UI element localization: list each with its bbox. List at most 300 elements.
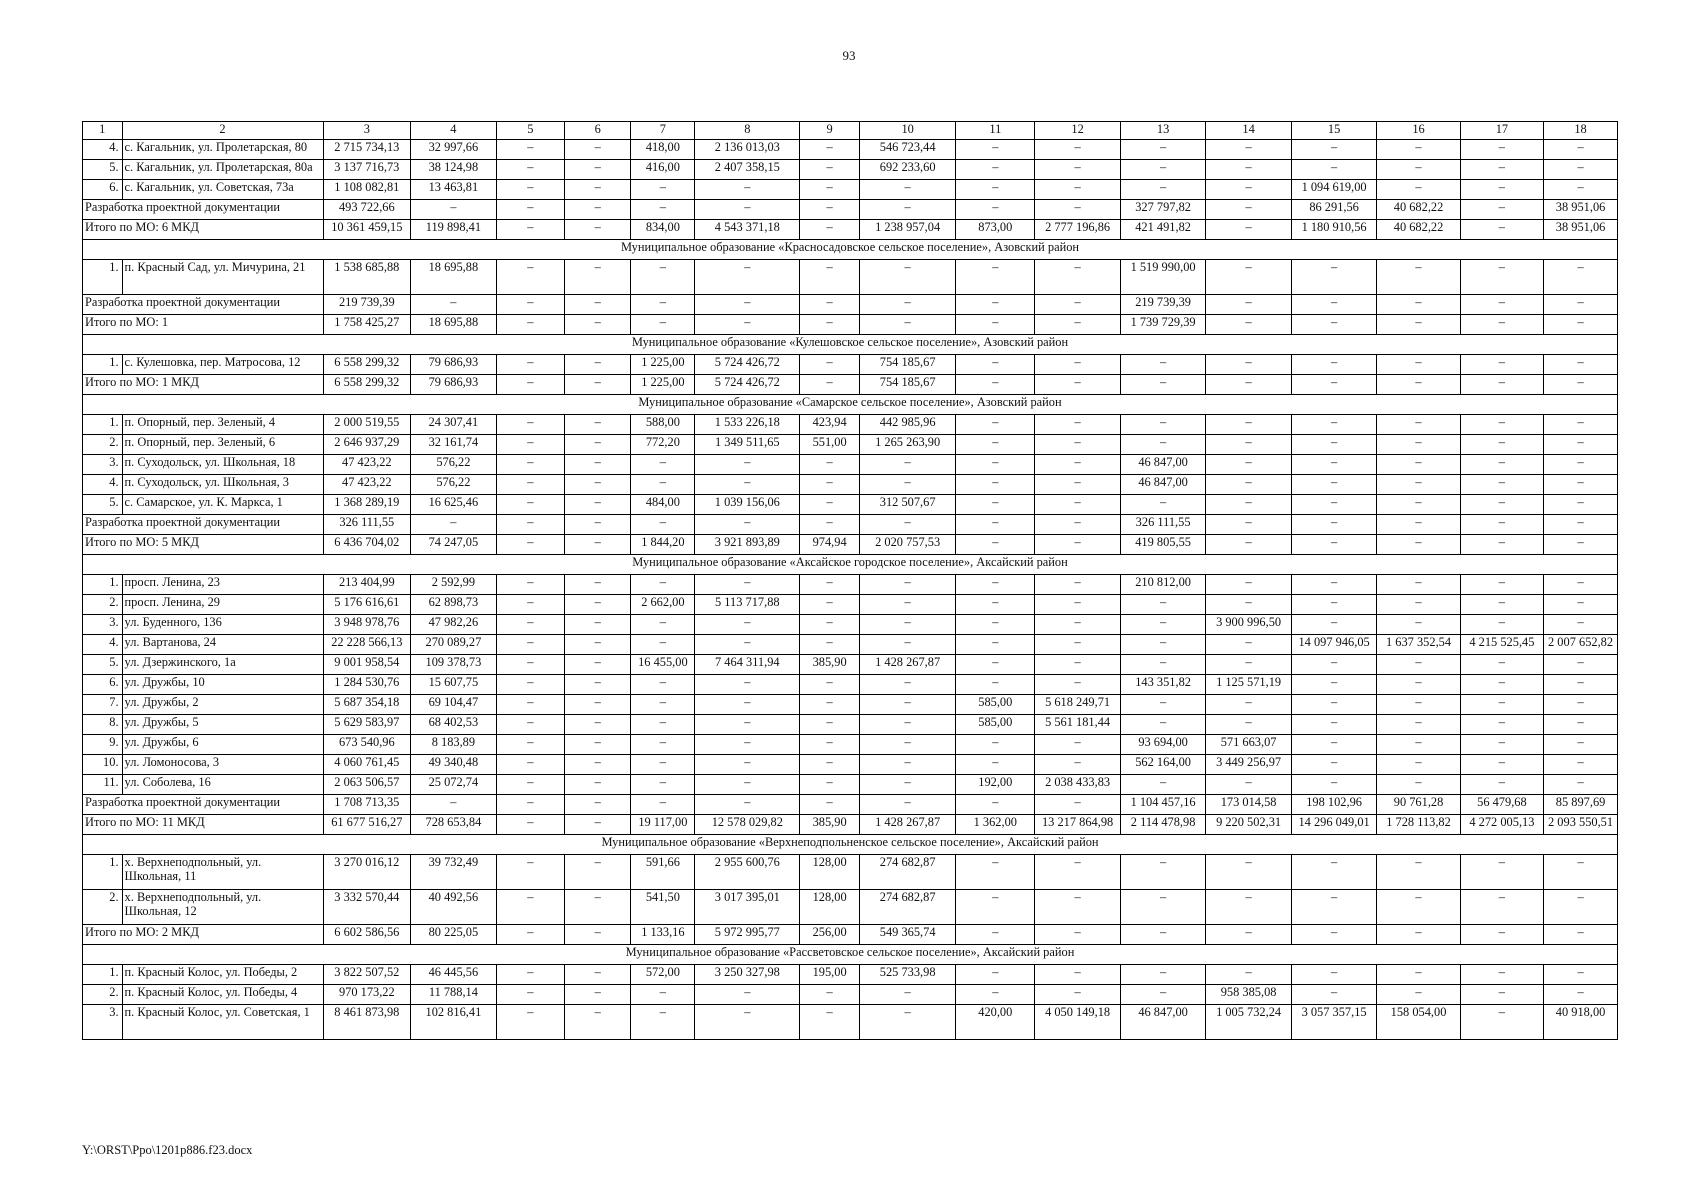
- value-cell: –: [565, 735, 631, 755]
- value-cell: –: [1291, 375, 1377, 395]
- value-cell: 1 238 957,04: [860, 220, 956, 240]
- value-cell: –: [695, 675, 800, 695]
- value-cell: 1 538 685,88: [323, 260, 411, 295]
- row-number: 2.: [83, 435, 123, 455]
- column-header-cell: 8: [695, 122, 800, 140]
- value-cell: –: [1120, 855, 1206, 890]
- row-number: 11.: [83, 775, 123, 795]
- table-row: [83, 735, 1618, 755]
- value-cell: –: [1035, 535, 1121, 555]
- value-cell: 1 265 263,90: [860, 435, 956, 455]
- value-cell: 38 124,98: [411, 160, 497, 180]
- value-cell: –: [1035, 890, 1121, 925]
- value-cell: 2 093 550,51: [1544, 815, 1618, 835]
- value-cell: –: [800, 715, 860, 735]
- value-cell: –: [1120, 655, 1206, 675]
- column-header-cell: 13: [1120, 122, 1206, 140]
- value-cell: 158 054,00: [1377, 1005, 1460, 1040]
- value-cell: –: [1206, 855, 1292, 890]
- value-cell: 5 724 426,72: [695, 355, 800, 375]
- row-number: 3.: [83, 615, 123, 635]
- value-cell: –: [956, 475, 1035, 495]
- value-cell: 421 491,82: [1120, 220, 1206, 240]
- value-cell: 85 897,69: [1544, 795, 1618, 815]
- value-cell: –: [1377, 295, 1460, 315]
- value-cell: –: [496, 315, 564, 335]
- table-row: [83, 435, 1618, 455]
- value-cell: 2 662,00: [631, 595, 695, 615]
- value-cell: –: [1460, 220, 1543, 240]
- value-cell: 3 057 357,15: [1291, 1005, 1377, 1040]
- value-cell: 2 136 013,03: [695, 140, 800, 160]
- table-row: [83, 575, 1618, 595]
- value-cell: –: [1544, 140, 1618, 160]
- table-row: [83, 260, 1618, 295]
- value-cell: –: [956, 635, 1035, 655]
- value-cell: 192,00: [956, 775, 1035, 795]
- table-row: [83, 355, 1618, 375]
- address-cell: п. Красный Колос, ул. Победы, 2: [122, 965, 323, 985]
- row-number: 2.: [83, 595, 123, 615]
- value-cell: –: [1206, 220, 1292, 240]
- value-cell: –: [1460, 925, 1543, 945]
- table-row: [83, 755, 1618, 775]
- value-cell: 5 618 249,71: [1035, 695, 1121, 715]
- value-cell: 3 250 327,98: [695, 965, 800, 985]
- value-cell: –: [800, 695, 860, 715]
- summary-row: [83, 315, 1618, 335]
- value-cell: –: [631, 755, 695, 775]
- value-cell: –: [860, 515, 956, 535]
- value-cell: –: [1206, 715, 1292, 735]
- value-cell: 1 125 571,19: [1206, 675, 1292, 695]
- value-cell: –: [800, 635, 860, 655]
- value-cell: –: [1291, 160, 1377, 180]
- value-cell: –: [800, 315, 860, 335]
- table-row: [83, 595, 1618, 615]
- value-cell: 3 900 996,50: [1206, 615, 1292, 635]
- value-cell: 5 113 717,88: [695, 595, 800, 615]
- value-cell: –: [565, 965, 631, 985]
- value-cell: –: [631, 475, 695, 495]
- value-cell: –: [1377, 965, 1460, 985]
- value-cell: –: [956, 965, 1035, 985]
- summary-label: Итого по МО: 1: [83, 315, 324, 335]
- value-cell: 56 479,68: [1460, 795, 1543, 815]
- value-cell: –: [956, 355, 1035, 375]
- value-cell: –: [1206, 260, 1292, 295]
- value-cell: –: [1035, 595, 1121, 615]
- value-cell: –: [1291, 890, 1377, 925]
- section-title: Муниципальное образование «Аксайское городское поселение», Аксайский район: [83, 555, 1618, 575]
- row-number: 8.: [83, 715, 123, 735]
- value-cell: 1 637 352,54: [1377, 635, 1460, 655]
- value-cell: –: [565, 220, 631, 240]
- value-cell: 3 332 570,44: [323, 890, 411, 925]
- value-cell: –: [800, 295, 860, 315]
- value-cell: –: [1460, 295, 1543, 315]
- value-cell: –: [631, 695, 695, 715]
- value-cell: 2 063 506,57: [323, 775, 411, 795]
- value-cell: –: [956, 925, 1035, 945]
- value-cell: –: [695, 515, 800, 535]
- value-cell: 312 507,67: [860, 495, 956, 515]
- value-cell: –: [565, 755, 631, 775]
- value-cell: 5 724 426,72: [695, 375, 800, 395]
- table-row: [83, 855, 1618, 890]
- column-header-cell: 3: [323, 122, 411, 140]
- value-cell: –: [860, 315, 956, 335]
- value-cell: –: [1291, 735, 1377, 755]
- value-cell: –: [1120, 985, 1206, 1005]
- value-cell: 591,66: [631, 855, 695, 890]
- section-header-row: [83, 555, 1618, 575]
- table-row: [83, 675, 1618, 695]
- value-cell: –: [695, 315, 800, 335]
- value-cell: –: [565, 615, 631, 635]
- summary-row: [83, 815, 1618, 835]
- table-row: [83, 180, 1618, 200]
- value-cell: –: [956, 515, 1035, 535]
- value-cell: –: [496, 295, 564, 315]
- value-cell: –: [860, 475, 956, 495]
- value-cell: –: [631, 615, 695, 635]
- value-cell: –: [496, 655, 564, 675]
- value-cell: 1 708 713,35: [323, 795, 411, 815]
- value-cell: 1 039 156,06: [695, 495, 800, 515]
- value-cell: –: [860, 575, 956, 595]
- file-path-footer: Y:\ORST\Ppo\1201p886.f23.docx: [82, 1143, 253, 1157]
- value-cell: –: [1291, 475, 1377, 495]
- table-row: [83, 715, 1618, 735]
- value-cell: –: [695, 575, 800, 595]
- table-row: [83, 695, 1618, 715]
- value-cell: –: [860, 695, 956, 715]
- page-number: 93: [842, 48, 856, 63]
- value-cell: –: [1544, 855, 1618, 890]
- value-cell: –: [800, 495, 860, 515]
- value-cell: –: [565, 675, 631, 695]
- value-cell: 549 365,74: [860, 925, 956, 945]
- value-cell: –: [1460, 775, 1543, 795]
- value-cell: –: [1291, 695, 1377, 715]
- value-cell: –: [1377, 455, 1460, 475]
- value-cell: –: [1120, 965, 1206, 985]
- column-header-cell: 11: [956, 122, 1035, 140]
- value-cell: 3 921 893,89: [695, 535, 800, 555]
- value-cell: –: [496, 855, 564, 890]
- value-cell: –: [956, 455, 1035, 475]
- value-cell: –: [860, 615, 956, 635]
- value-cell: –: [565, 655, 631, 675]
- value-cell: 274 682,87: [860, 890, 956, 925]
- value-cell: –: [1206, 575, 1292, 595]
- value-cell: –: [1544, 655, 1618, 675]
- value-cell: –: [1291, 595, 1377, 615]
- row-number: 1.: [83, 260, 123, 295]
- value-cell: –: [1206, 535, 1292, 555]
- value-cell: –: [1206, 455, 1292, 475]
- value-cell: 61 677 516,27: [323, 815, 411, 835]
- value-cell: –: [1377, 925, 1460, 945]
- value-cell: –: [956, 890, 1035, 925]
- table-row: [83, 160, 1618, 180]
- value-cell: –: [1544, 375, 1618, 395]
- address-cell: просп. Ленина, 29: [122, 595, 323, 615]
- value-cell: –: [1035, 675, 1121, 695]
- value-cell: –: [1460, 495, 1543, 515]
- value-cell: –: [695, 695, 800, 715]
- value-cell: –: [1544, 755, 1618, 775]
- section-header-row: [83, 335, 1618, 355]
- value-cell: 40 682,22: [1377, 200, 1460, 220]
- value-cell: 2 715 734,13: [323, 140, 411, 160]
- value-cell: –: [1206, 890, 1292, 925]
- value-cell: –: [1544, 355, 1618, 375]
- summary-label: Итого по МО: 6 МКД: [83, 220, 324, 240]
- value-cell: –: [411, 200, 497, 220]
- value-cell: –: [565, 475, 631, 495]
- value-cell: –: [1377, 695, 1460, 715]
- column-header-cell: 14: [1206, 122, 1292, 140]
- value-cell: –: [1206, 200, 1292, 220]
- value-cell: –: [496, 260, 564, 295]
- row-number: 5.: [83, 160, 123, 180]
- value-cell: –: [1291, 315, 1377, 335]
- value-cell: –: [1035, 415, 1121, 435]
- summary-row: [83, 515, 1618, 535]
- address-cell: с. Кагальник, ул. Пролетарская, 80а: [122, 160, 323, 180]
- value-cell: 1 519 990,00: [1120, 260, 1206, 295]
- value-cell: 673 540,96: [323, 735, 411, 755]
- value-cell: 551,00: [800, 435, 860, 455]
- value-cell: 16 455,00: [631, 655, 695, 675]
- value-cell: –: [695, 735, 800, 755]
- value-cell: –: [1291, 415, 1377, 435]
- value-cell: 692 233,60: [860, 160, 956, 180]
- value-cell: –: [1460, 695, 1543, 715]
- column-header-cell: 15: [1291, 122, 1377, 140]
- value-cell: 484,00: [631, 495, 695, 515]
- value-cell: –: [631, 295, 695, 315]
- address-cell: ул. Вартанова, 24: [122, 635, 323, 655]
- value-cell: –: [800, 575, 860, 595]
- table-row: [83, 455, 1618, 475]
- value-cell: –: [496, 735, 564, 755]
- value-cell: –: [1544, 295, 1618, 315]
- value-cell: –: [1035, 635, 1121, 655]
- value-cell: 6 558 299,32: [323, 355, 411, 375]
- value-cell: 1 362,00: [956, 815, 1035, 835]
- value-cell: –: [1377, 260, 1460, 295]
- value-cell: 576,22: [411, 455, 497, 475]
- value-cell: –: [1377, 985, 1460, 1005]
- value-cell: 442 985,96: [860, 415, 956, 435]
- value-cell: 16 625,46: [411, 495, 497, 515]
- value-cell: –: [631, 735, 695, 755]
- value-cell: 588,00: [631, 415, 695, 435]
- row-number: 4.: [83, 140, 123, 160]
- value-cell: 385,90: [800, 815, 860, 835]
- row-number: 1.: [83, 355, 123, 375]
- value-cell: –: [496, 615, 564, 635]
- value-cell: –: [1206, 925, 1292, 945]
- value-cell: 4 050 149,18: [1035, 1005, 1121, 1040]
- value-cell: –: [1460, 890, 1543, 925]
- value-cell: –: [1206, 160, 1292, 180]
- value-cell: –: [1377, 735, 1460, 755]
- value-cell: –: [1206, 515, 1292, 535]
- value-cell: 13 463,81: [411, 180, 497, 200]
- value-cell: –: [956, 160, 1035, 180]
- value-cell: –: [695, 1005, 800, 1040]
- value-cell: –: [1206, 635, 1292, 655]
- summary-row: [83, 795, 1618, 815]
- address-cell: п. Опорный, пер. Зеленый, 6: [122, 435, 323, 455]
- value-cell: 47 423,22: [323, 455, 411, 475]
- value-cell: –: [800, 475, 860, 495]
- value-cell: –: [496, 495, 564, 515]
- value-cell: –: [695, 795, 800, 815]
- value-cell: 46 847,00: [1120, 1005, 1206, 1040]
- value-cell: –: [1544, 735, 1618, 755]
- value-cell: –: [800, 140, 860, 160]
- value-cell: –: [1206, 655, 1292, 675]
- value-cell: –: [1120, 435, 1206, 455]
- value-cell: 6 558 299,32: [323, 375, 411, 395]
- address-cell: с. Самарское, ул. К. Маркса, 1: [122, 495, 323, 515]
- value-cell: –: [956, 985, 1035, 1005]
- value-cell: –: [956, 435, 1035, 455]
- value-cell: 585,00: [956, 715, 1035, 735]
- value-cell: 1 533 226,18: [695, 415, 800, 435]
- value-cell: –: [800, 775, 860, 795]
- value-cell: –: [1035, 375, 1121, 395]
- value-cell: –: [1544, 695, 1618, 715]
- value-cell: 39 732,49: [411, 855, 497, 890]
- summary-label: Разработка проектной документации: [83, 515, 324, 535]
- value-cell: –: [800, 795, 860, 815]
- value-cell: 3 948 978,76: [323, 615, 411, 635]
- value-cell: 219 739,39: [1120, 295, 1206, 315]
- value-cell: –: [1460, 965, 1543, 985]
- value-cell: –: [565, 415, 631, 435]
- column-header-cell: 16: [1377, 122, 1460, 140]
- value-cell: –: [800, 515, 860, 535]
- value-cell: –: [565, 985, 631, 1005]
- value-cell: –: [1291, 775, 1377, 795]
- value-cell: –: [1377, 495, 1460, 515]
- value-cell: –: [1544, 575, 1618, 595]
- value-cell: –: [956, 535, 1035, 555]
- value-cell: –: [1377, 435, 1460, 455]
- summary-label: Итого по МО: 11 МКД: [83, 815, 324, 835]
- value-cell: –: [1035, 495, 1121, 515]
- value-cell: –: [1460, 355, 1543, 375]
- value-cell: 46 445,56: [411, 965, 497, 985]
- column-number-header-row: [83, 122, 1618, 140]
- value-cell: –: [496, 160, 564, 180]
- value-cell: –: [631, 985, 695, 1005]
- value-cell: 7 464 311,94: [695, 655, 800, 675]
- value-cell: –: [1460, 985, 1543, 1005]
- value-cell: 22 228 566,13: [323, 635, 411, 655]
- value-cell: –: [1544, 515, 1618, 535]
- value-cell: –: [1120, 715, 1206, 735]
- value-cell: –: [1291, 355, 1377, 375]
- value-cell: –: [1206, 435, 1292, 455]
- value-cell: –: [1206, 355, 1292, 375]
- row-number: 9.: [83, 735, 123, 755]
- value-cell: 754 185,67: [860, 375, 956, 395]
- value-cell: –: [1460, 435, 1543, 455]
- summary-label: Итого по МО: 5 МКД: [83, 535, 324, 555]
- value-cell: –: [1377, 575, 1460, 595]
- value-cell: –: [1377, 515, 1460, 535]
- value-cell: –: [860, 295, 956, 315]
- value-cell: –: [1291, 675, 1377, 695]
- value-cell: –: [1206, 140, 1292, 160]
- table-row: [83, 635, 1618, 655]
- summary-row: [83, 925, 1618, 945]
- value-cell: –: [695, 200, 800, 220]
- value-cell: –: [565, 890, 631, 925]
- address-cell: ул. Дружбы, 10: [122, 675, 323, 695]
- value-cell: –: [565, 355, 631, 375]
- value-cell: –: [1377, 855, 1460, 890]
- section-header-row: [83, 395, 1618, 415]
- value-cell: –: [860, 595, 956, 615]
- value-cell: –: [1291, 295, 1377, 315]
- value-cell: –: [496, 140, 564, 160]
- value-cell: –: [1291, 455, 1377, 475]
- value-cell: –: [800, 615, 860, 635]
- value-cell: –: [860, 180, 956, 200]
- value-cell: –: [496, 890, 564, 925]
- value-cell: 6 436 704,02: [323, 535, 411, 555]
- value-cell: –: [565, 260, 631, 295]
- value-cell: –: [800, 755, 860, 775]
- value-cell: 270 089,27: [411, 635, 497, 655]
- value-cell: –: [1377, 375, 1460, 395]
- value-cell: –: [631, 515, 695, 535]
- value-cell: –: [1120, 415, 1206, 435]
- address-cell: п. Красный Колос, ул. Победы, 4: [122, 985, 323, 1005]
- value-cell: –: [956, 200, 1035, 220]
- row-number: 7.: [83, 695, 123, 715]
- value-cell: –: [565, 815, 631, 835]
- value-cell: –: [800, 260, 860, 295]
- value-cell: 14 097 946,05: [1291, 635, 1377, 655]
- value-cell: –: [800, 455, 860, 475]
- row-number: 2.: [83, 890, 123, 925]
- value-cell: –: [1035, 795, 1121, 815]
- value-cell: –: [800, 355, 860, 375]
- value-cell: –: [631, 200, 695, 220]
- value-cell: –: [1035, 200, 1121, 220]
- value-cell: –: [1206, 315, 1292, 335]
- value-cell: –: [1291, 140, 1377, 160]
- value-cell: –: [1291, 260, 1377, 295]
- column-header-cell: 7: [631, 122, 695, 140]
- value-cell: 210 812,00: [1120, 575, 1206, 595]
- value-cell: –: [1206, 965, 1292, 985]
- value-cell: –: [956, 375, 1035, 395]
- value-cell: –: [1035, 855, 1121, 890]
- column-header-cell: 18: [1544, 122, 1618, 140]
- value-cell: 326 111,55: [323, 515, 411, 535]
- value-cell: 2 592,99: [411, 575, 497, 595]
